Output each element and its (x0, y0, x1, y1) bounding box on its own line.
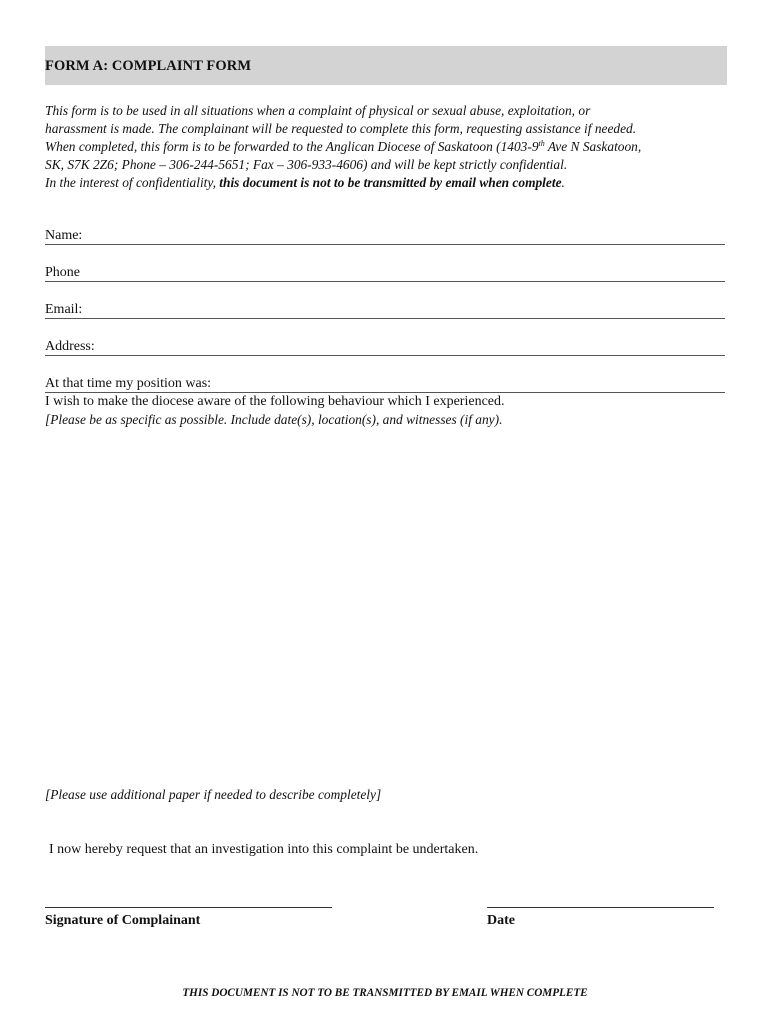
confidentiality-warning: this document is not to be transmitted by email when complete (219, 175, 562, 190)
form-title: FORM A: COMPLAINT FORM (45, 58, 252, 74)
address-field[interactable] (45, 337, 725, 356)
name-field[interactable] (45, 226, 725, 245)
behaviour-hint: [Please be as specific as possible. Include date(s), location(s), and witnesses (if any). (45, 412, 503, 427)
confidentiality-end: . (561, 175, 565, 190)
form-title-band (45, 46, 727, 85)
date-line[interactable] (487, 907, 714, 909)
instructions-line-5 (45, 174, 735, 192)
behaviour-statement: I wish to make the diocese aware of the following behaviour which I experienced. (45, 394, 505, 409)
position-label: At that time my position was: (45, 376, 212, 391)
email-label: Email: (45, 302, 83, 317)
email-field[interactable] (45, 300, 725, 319)
instructions-line-4: SK, S7K 2Z6; Phone – 306-244-5651; Fax – 306-933-4606) and will be kept strictly confidential. (45, 157, 568, 172)
phone-label: Phone (45, 265, 80, 280)
form-instructions (45, 102, 735, 192)
ordinal-suffix: th (538, 139, 545, 148)
instructions-line-3 (45, 138, 735, 156)
position-field[interactable] (45, 374, 725, 393)
confidentiality-lead: In the interest of confidentiality, (45, 175, 220, 190)
footer-warning: THIS DOCUMENT IS NOT TO BE TRANSMITTED BY EMAIL WHEN COMPLETE (182, 987, 588, 999)
phone-field[interactable] (45, 263, 725, 282)
name-label: Name: (45, 228, 83, 243)
additional-paper-note: [Please use additional paper if needed to describe completely] (45, 787, 382, 802)
investigation-request: I now hereby request that an investigation into this complaint be undertaken. (49, 842, 479, 857)
signature-line[interactable] (45, 907, 332, 909)
instructions-line-3-end: Ave N Saskatoon, (544, 139, 642, 154)
date-label: Date (487, 913, 515, 928)
instructions-line-2: harassment is made. The complainant will be requested to complete this form, requesting assistance if needed. (45, 121, 637, 136)
instructions-line-1: This form is to be used in all situations when a complaint of physical or sexual abuse, exploitation, or (45, 103, 591, 118)
address-label: Address: (45, 339, 95, 354)
instructions-line-3-text: When completed, this form is to be forwarded to the Anglican Diocese of Saskatoon (1403-9 (45, 139, 539, 154)
signature-label: Signature of Complainant (45, 913, 201, 928)
